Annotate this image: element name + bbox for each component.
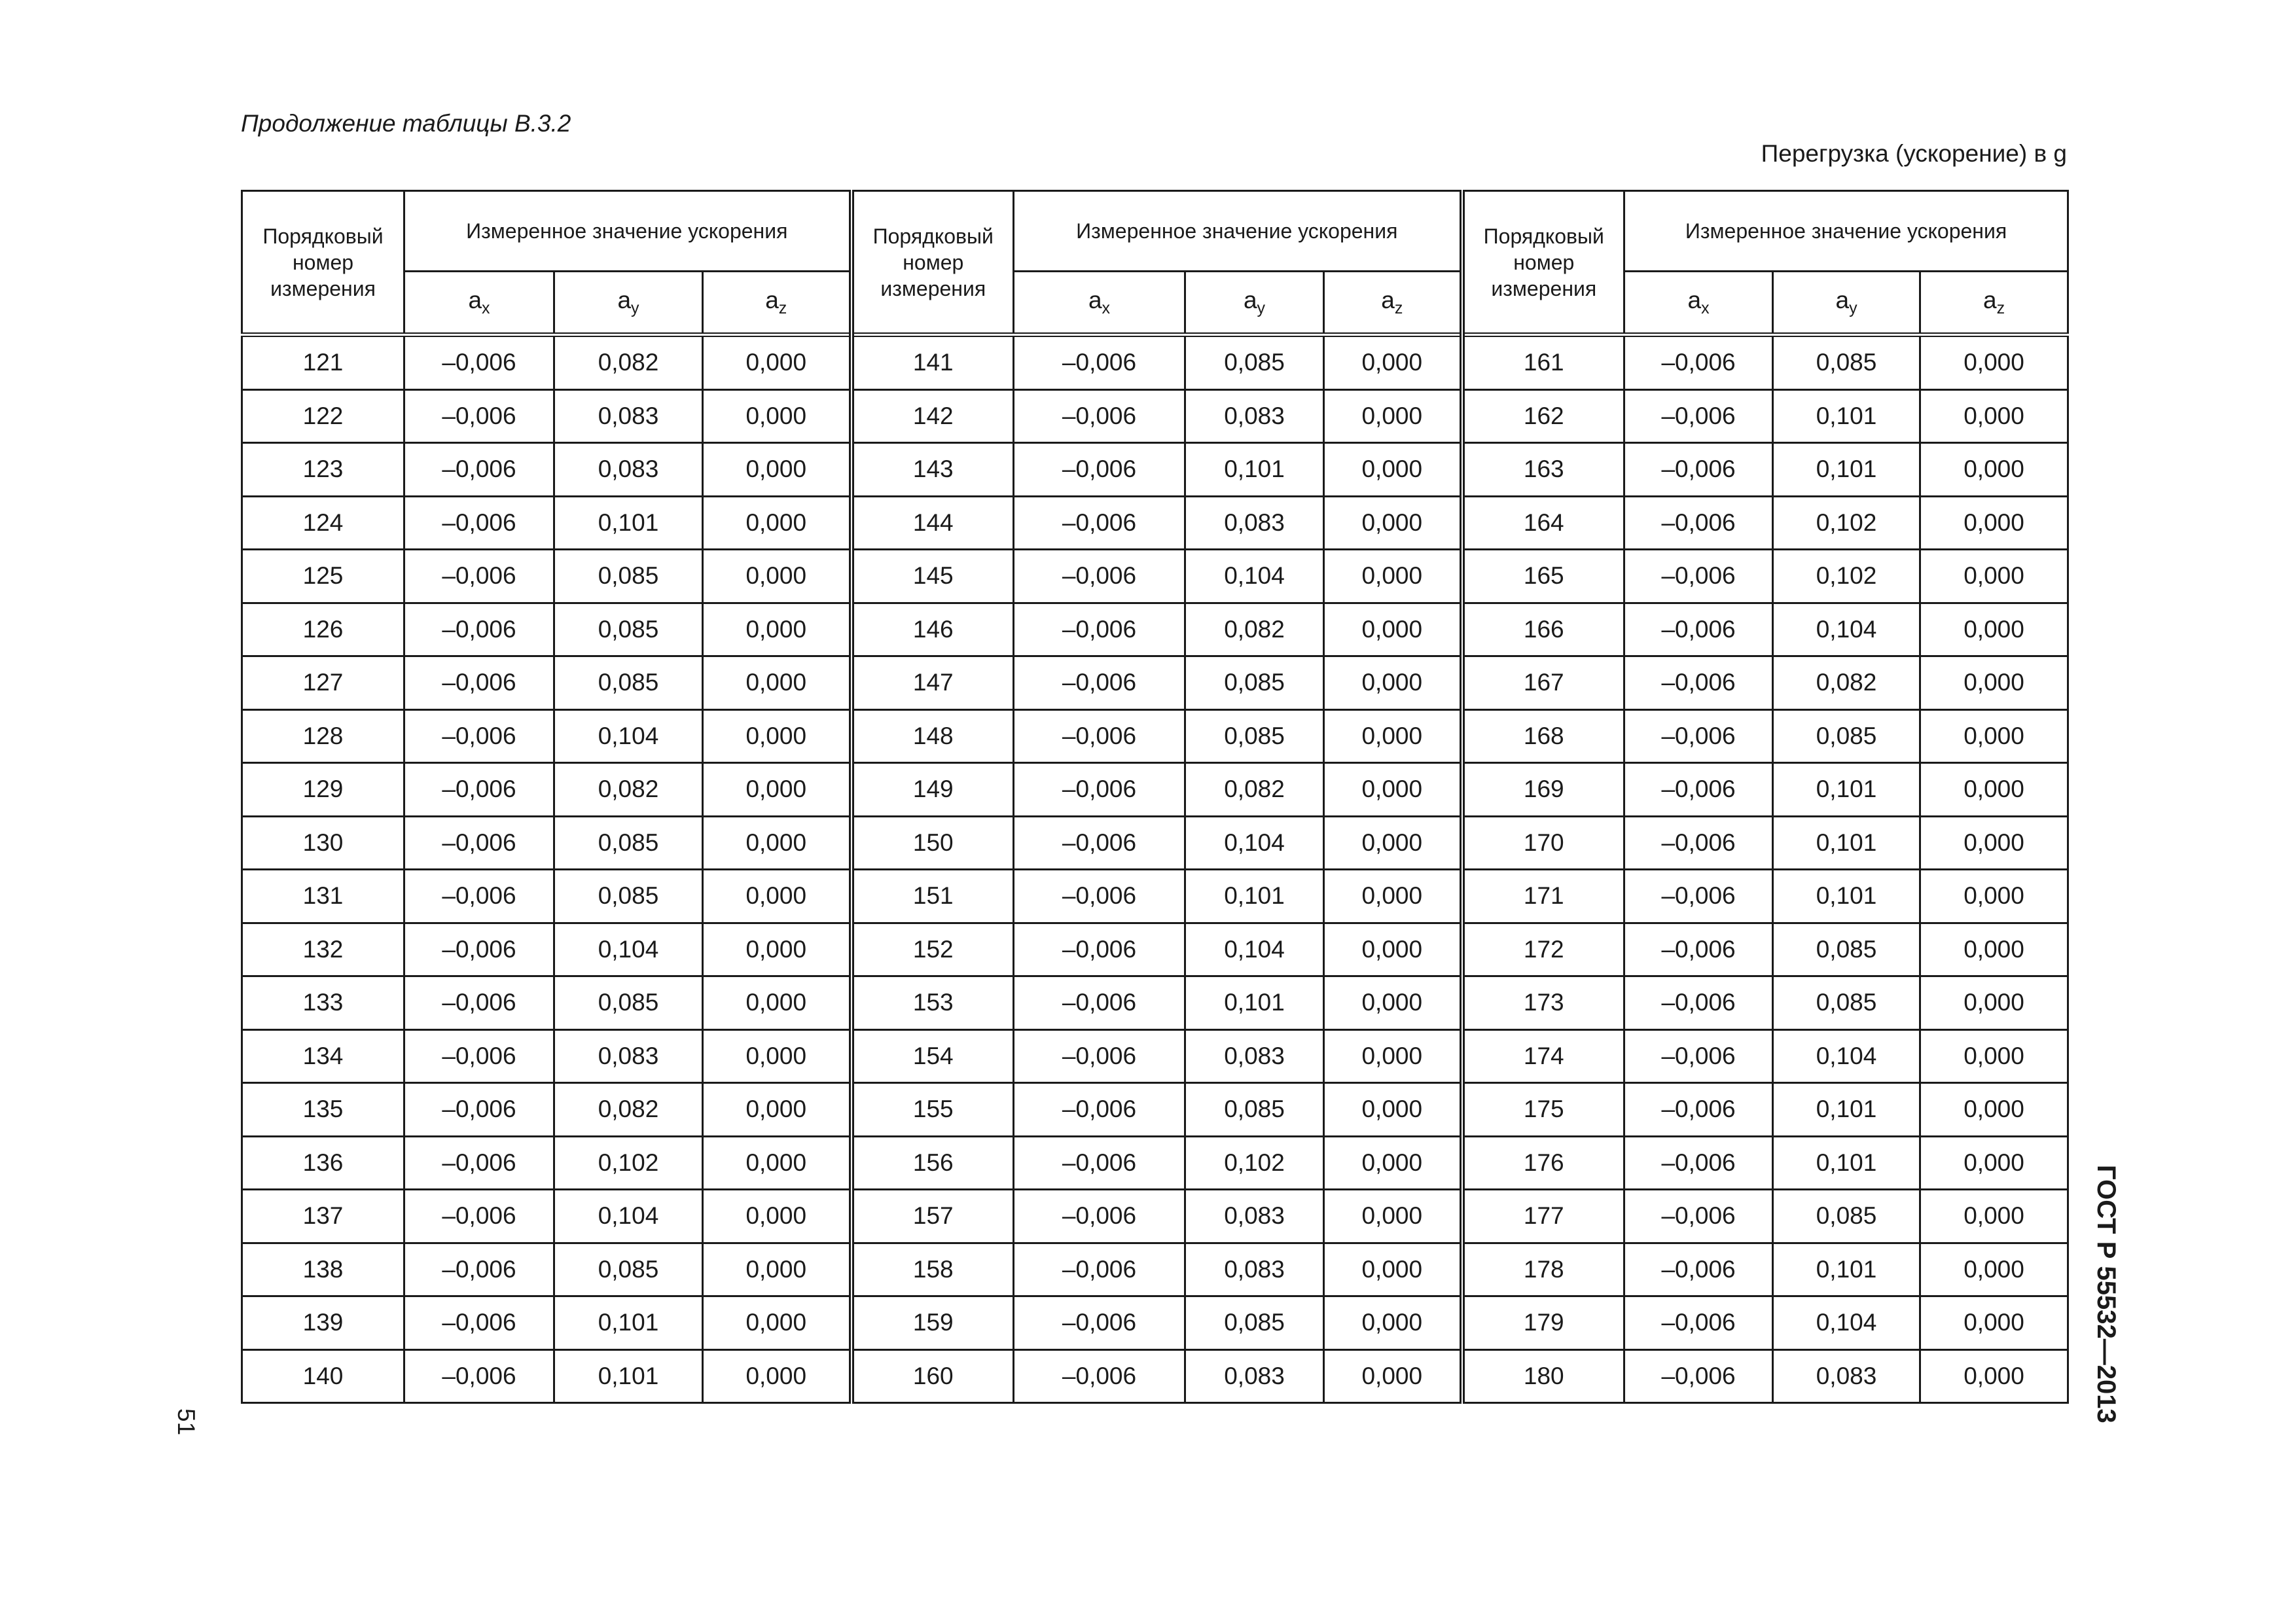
header-ax-2: $a_x$ (1014, 272, 1185, 335)
table-cell: 0,102 (1773, 550, 1920, 603)
units-note: Перегрузка (ускорение) в g (1761, 140, 2067, 167)
header-az-2: $a_z$ (1324, 272, 1462, 335)
table-cell: 164 (1462, 496, 1624, 550)
table-cell: 177 (1462, 1190, 1624, 1243)
table-cell: –0,006 (1624, 1296, 1773, 1350)
table-cell: –0,006 (1014, 1029, 1185, 1083)
table-cell: 0,000 (703, 335, 852, 390)
header-measured-3: Измеренное значение ускорения (1624, 191, 2068, 272)
table-cell: –0,006 (404, 1029, 554, 1083)
table-cell: 0,085 (554, 656, 703, 710)
table-cell: –0,006 (404, 335, 554, 390)
table-cell: 131 (242, 870, 404, 923)
table-row (242, 870, 2068, 923)
table-row (242, 976, 2068, 1030)
table-cell: 130 (242, 816, 404, 870)
table-cell: 0,104 (1773, 1296, 1920, 1350)
table-cell: 162 (1462, 389, 1624, 443)
header-measured-2: Измеренное значение ускорения (1014, 191, 1462, 272)
table-cell: 0,000 (703, 1083, 852, 1137)
header-ay-1: $a_y$ (554, 272, 703, 335)
table-cell: –0,006 (1014, 1349, 1185, 1403)
table-row (242, 1083, 2068, 1137)
table-cell: 0,101 (1185, 443, 1324, 497)
table-cell: –0,006 (404, 1190, 554, 1243)
table-cell: 150 (852, 816, 1014, 870)
table-cell: –0,006 (1624, 870, 1773, 923)
table-cell: 161 (1462, 335, 1624, 390)
table-cell: –0,006 (404, 496, 554, 550)
table-cell: 0,000 (703, 763, 852, 817)
table-cell: 0,000 (1920, 923, 2068, 976)
table-cell: 0,082 (554, 763, 703, 817)
header-az-3: $a_z$ (1920, 272, 2068, 335)
table-cell: –0,006 (404, 816, 554, 870)
table-cell: 0,104 (1185, 550, 1324, 603)
table-cell: 0,101 (1773, 389, 1920, 443)
table-cell: 0,000 (1324, 335, 1462, 390)
table-cell: –0,006 (404, 443, 554, 497)
table-cell: 0,000 (1920, 603, 2068, 656)
table-row (242, 656, 2068, 710)
table-cell: –0,006 (1624, 816, 1773, 870)
table-cell: 0,000 (703, 550, 852, 603)
table-cell: –0,006 (1014, 870, 1185, 923)
table-cell: 0,082 (1773, 656, 1920, 710)
table-cell: 145 (852, 550, 1014, 603)
table-cell: 173 (1462, 976, 1624, 1030)
table-cell: 0,085 (1773, 976, 1920, 1030)
table-cell: 179 (1462, 1296, 1624, 1350)
table-cell: 0,000 (1324, 1243, 1462, 1296)
table-cell: 0,000 (703, 709, 852, 763)
table-row (242, 335, 2068, 390)
table-cell: 135 (242, 1083, 404, 1137)
table-cell: 0,082 (554, 335, 703, 390)
table-cell: –0,006 (1624, 603, 1773, 656)
header-number-1: Порядковый номер измерения (242, 191, 404, 335)
document-code: ГОСТ Р 55532—2013 (2092, 1165, 2121, 1423)
table-cell: 0,000 (703, 816, 852, 870)
table-cell: –0,006 (404, 1296, 554, 1350)
table-cell: –0,006 (1624, 335, 1773, 390)
table-cell: 0,000 (1324, 443, 1462, 497)
table-cell: 121 (242, 335, 404, 390)
table-cell: 0,101 (554, 496, 703, 550)
table-cell: 0,000 (1920, 1083, 2068, 1137)
table-cell: 0,000 (1324, 389, 1462, 443)
table-cell: 0,085 (1185, 656, 1324, 710)
table-cell: 146 (852, 603, 1014, 656)
table-cell: 171 (1462, 870, 1624, 923)
table-cell: 0,000 (1324, 1083, 1462, 1137)
table-cell: 152 (852, 923, 1014, 976)
header-number-2: Порядковый номер измерения (852, 191, 1014, 335)
table-cell: 0,083 (1773, 1349, 1920, 1403)
table-cell: 0,104 (1185, 816, 1324, 870)
table-cell: 176 (1462, 1136, 1624, 1190)
table-cell: 0,083 (1185, 1029, 1324, 1083)
table-cell: 0,102 (1773, 496, 1920, 550)
table-cell: 0,000 (1324, 976, 1462, 1030)
table-cell: –0,006 (1624, 550, 1773, 603)
table-cell: –0,006 (1014, 923, 1185, 976)
table-row (242, 816, 2068, 870)
table-cell: 0,085 (1185, 1083, 1324, 1137)
table-cell: –0,006 (404, 1136, 554, 1190)
table-cell: –0,006 (1624, 443, 1773, 497)
table-cell: 0,085 (1773, 1190, 1920, 1243)
table-cell: 0,101 (554, 1296, 703, 1350)
table-cell: 0,000 (1920, 550, 2068, 603)
table-cell: 174 (1462, 1029, 1624, 1083)
header-measured-1: Измеренное значение ускорения (404, 191, 852, 272)
table-cell: 0,104 (1185, 923, 1324, 976)
table-row (242, 763, 2068, 817)
acceleration-table (241, 190, 2069, 1404)
table-cell: 166 (1462, 603, 1624, 656)
table-cell: –0,006 (1014, 443, 1185, 497)
table-row (242, 496, 2068, 550)
table-cell: 0,102 (1185, 1136, 1324, 1190)
table-cell: –0,006 (1624, 709, 1773, 763)
table-cell: 0,101 (1773, 1136, 1920, 1190)
table-cell: 0,000 (1920, 976, 2068, 1030)
table-cell: 160 (852, 1349, 1014, 1403)
table-cell: 148 (852, 709, 1014, 763)
table-cell: –0,006 (1014, 1190, 1185, 1243)
table-cell: 153 (852, 976, 1014, 1030)
table-cell: –0,006 (1624, 1136, 1773, 1190)
table-cell: 0,101 (1773, 763, 1920, 817)
table-cell: –0,006 (1014, 816, 1185, 870)
table-cell: 151 (852, 870, 1014, 923)
table-cell: –0,006 (1014, 1083, 1185, 1137)
table-cell: 0,000 (1920, 443, 2068, 497)
table-cell: 0,104 (1773, 1029, 1920, 1083)
table-cell: 0,082 (1185, 763, 1324, 817)
table-cell: 163 (1462, 443, 1624, 497)
table-cell: 0,000 (703, 1243, 852, 1296)
table-cell: –0,006 (1014, 603, 1185, 656)
table-cell: 0,085 (1185, 335, 1324, 390)
table-cell: 142 (852, 389, 1014, 443)
table-cell: –0,006 (404, 763, 554, 817)
table-row (242, 1349, 2068, 1403)
table-cell: 0,085 (554, 603, 703, 656)
table-cell: –0,006 (404, 976, 554, 1030)
table-cell: 0,000 (1920, 870, 2068, 923)
table-cell: 0,101 (1773, 816, 1920, 870)
table-cell: 138 (242, 1243, 404, 1296)
table-cell: 0,083 (554, 389, 703, 443)
table-row (242, 603, 2068, 656)
table-cell: 0,000 (703, 1190, 852, 1243)
table-cell: 0,000 (1920, 1296, 2068, 1350)
table-cell: 0,000 (703, 1349, 852, 1403)
table-cell: –0,006 (404, 656, 554, 710)
table-cell: 0,000 (1324, 709, 1462, 763)
table-cell: 0,000 (1920, 1190, 2068, 1243)
table-cell: 0,000 (1920, 335, 2068, 390)
table-cell: –0,006 (1624, 1349, 1773, 1403)
table-cell: 134 (242, 1029, 404, 1083)
table-cell: 0,083 (1185, 496, 1324, 550)
table-cell: 0,000 (1324, 923, 1462, 976)
table-cell: –0,006 (1014, 709, 1185, 763)
table-cell: 0,000 (1920, 1349, 2068, 1403)
table-cell: –0,006 (1014, 763, 1185, 817)
table-cell: 137 (242, 1190, 404, 1243)
table-cell: –0,006 (1014, 976, 1185, 1030)
table-cell: 0,000 (1920, 709, 2068, 763)
table-cell: 172 (1462, 923, 1624, 976)
table-cell: 0,085 (554, 1243, 703, 1296)
table-cell: 0,000 (703, 496, 852, 550)
table-row (242, 709, 2068, 763)
table-cell: 0,104 (554, 923, 703, 976)
table-cell: 169 (1462, 763, 1624, 817)
table-cell: 170 (1462, 816, 1624, 870)
table-cell: –0,006 (1014, 1136, 1185, 1190)
table-cell: 0,101 (1773, 1243, 1920, 1296)
table-cell: 144 (852, 496, 1014, 550)
table-cell: 0,000 (703, 389, 852, 443)
table-row (242, 443, 2068, 497)
table-cell: 133 (242, 976, 404, 1030)
header-number-3: Порядковый номер измерения (1462, 191, 1624, 335)
table-cell: 0,085 (1773, 923, 1920, 976)
table-cell: 0,085 (554, 870, 703, 923)
header-ax-3: $a_x$ (1624, 272, 1773, 335)
table-cell: 159 (852, 1296, 1014, 1350)
table-cell: 0,000 (1920, 1029, 2068, 1083)
table-cell: 0,085 (554, 976, 703, 1030)
table-cell: 0,082 (1185, 603, 1324, 656)
table-cell: 0,083 (554, 1029, 703, 1083)
table-cell: 140 (242, 1349, 404, 1403)
table-cell: 0,104 (554, 1190, 703, 1243)
table-cell: 0,082 (554, 1083, 703, 1137)
table-cell: 0,000 (1324, 763, 1462, 817)
table-cell: –0,006 (1624, 1190, 1773, 1243)
table-cell: –0,006 (1014, 389, 1185, 443)
table-cell: 0,083 (554, 443, 703, 497)
table-cell: –0,006 (1014, 496, 1185, 550)
table-cell: 180 (1462, 1349, 1624, 1403)
header-ay-2: $a_y$ (1185, 272, 1324, 335)
table-cell: 0,000 (703, 603, 852, 656)
table-cell: 0,000 (703, 1296, 852, 1350)
table-cell: 139 (242, 1296, 404, 1350)
table-cell: 0,000 (703, 1029, 852, 1083)
header-ay-3: $a_y$ (1773, 272, 1920, 335)
table-cell: 141 (852, 335, 1014, 390)
table-cell: –0,006 (1014, 550, 1185, 603)
table-row (242, 1243, 2068, 1296)
table-cell: 0,085 (1773, 709, 1920, 763)
table-cell: –0,006 (1014, 1243, 1185, 1296)
table-cell: 167 (1462, 656, 1624, 710)
table-cell: –0,006 (1624, 763, 1773, 817)
table-cell: –0,006 (1624, 389, 1773, 443)
page-number: 51 (173, 1408, 200, 1436)
table-cell: 0,000 (1324, 1296, 1462, 1350)
table-cell: 0,085 (554, 550, 703, 603)
table-cell: 0,000 (703, 923, 852, 976)
table-cell: 0,083 (1185, 1349, 1324, 1403)
table-cell: –0,006 (1624, 1029, 1773, 1083)
table-cell: 147 (852, 656, 1014, 710)
table-cell: 127 (242, 656, 404, 710)
table-cell: –0,006 (1014, 656, 1185, 710)
table-cell: 0,000 (1920, 763, 2068, 817)
table-cell: 156 (852, 1136, 1014, 1190)
table-cell: 0,000 (1324, 656, 1462, 710)
table-cell: 0,000 (1920, 496, 2068, 550)
table-cell: 0,083 (1185, 1243, 1324, 1296)
table-cell: 0,000 (1920, 656, 2068, 710)
table-cell: 0,104 (1773, 603, 1920, 656)
table-cell: 0,000 (1324, 550, 1462, 603)
table-cell: –0,006 (404, 870, 554, 923)
table-cell: 125 (242, 550, 404, 603)
table-cell: 157 (852, 1190, 1014, 1243)
table-cell: 0,102 (554, 1136, 703, 1190)
table-cell: 0,000 (1920, 816, 2068, 870)
table-cell: –0,006 (404, 923, 554, 976)
table-cell: 0,000 (703, 976, 852, 1030)
table-cell: 168 (1462, 709, 1624, 763)
table-row (242, 1029, 2068, 1083)
table-cell: 158 (852, 1243, 1014, 1296)
table-cell: 136 (242, 1136, 404, 1190)
table-cell: 132 (242, 923, 404, 976)
table-cell: 0,104 (554, 709, 703, 763)
table-cell: 155 (852, 1083, 1014, 1137)
table-cell: –0,006 (404, 709, 554, 763)
table-cell: 124 (242, 496, 404, 550)
header-ax-1: $a_x$ (404, 272, 554, 335)
table-row (242, 1190, 2068, 1243)
table-cell: –0,006 (1624, 1083, 1773, 1137)
table-cell: 0,101 (1773, 1083, 1920, 1137)
table-cell: –0,006 (1624, 656, 1773, 710)
header-az-1: $a_z$ (703, 272, 852, 335)
table-cell: 0,000 (1920, 1243, 2068, 1296)
table-cell: 143 (852, 443, 1014, 497)
table-cell: 0,101 (1185, 870, 1324, 923)
table-cell: 126 (242, 603, 404, 656)
table-cell: 154 (852, 1029, 1014, 1083)
table-cell: 129 (242, 763, 404, 817)
table-cell: 0,000 (1324, 1190, 1462, 1243)
table-cell: 0,000 (1324, 870, 1462, 923)
table-cell: –0,006 (404, 1083, 554, 1137)
table-caption: Продолжение таблицы В.3.2 (241, 110, 571, 137)
table-cell: –0,006 (404, 550, 554, 603)
table-body (242, 335, 2068, 1403)
table-cell: –0,006 (404, 1349, 554, 1403)
table-cell: 0,085 (1185, 709, 1324, 763)
table-cell: 0,083 (1185, 389, 1324, 443)
table-row (242, 550, 2068, 603)
table-cell: 0,085 (1773, 335, 1920, 390)
table-cell: 122 (242, 389, 404, 443)
table-cell: 0,000 (1324, 1349, 1462, 1403)
table-cell: –0,006 (404, 1243, 554, 1296)
table-cell: 0,101 (1773, 443, 1920, 497)
table-row (242, 1136, 2068, 1190)
table-cell: 0,000 (1324, 1136, 1462, 1190)
table-cell: 0,000 (703, 656, 852, 710)
table-cell: 149 (852, 763, 1014, 817)
table-cell: 0,000 (1920, 1136, 2068, 1190)
table-header (242, 191, 2068, 335)
table-cell: 0,000 (1920, 389, 2068, 443)
table-cell: –0,006 (1014, 335, 1185, 390)
table-cell: –0,006 (1624, 923, 1773, 976)
table-cell: 178 (1462, 1243, 1624, 1296)
table-cell: 165 (1462, 550, 1624, 603)
table-cell: 0,000 (1324, 816, 1462, 870)
table-cell: 0,085 (1185, 1296, 1324, 1350)
table-cell: 0,101 (554, 1349, 703, 1403)
table-cell: 0,000 (703, 870, 852, 923)
table-cell: 0,085 (554, 816, 703, 870)
table-cell: 0,000 (1324, 603, 1462, 656)
table-row (242, 1296, 2068, 1350)
table-cell: 0,000 (703, 443, 852, 497)
table-cell: –0,006 (1624, 496, 1773, 550)
table-cell: –0,006 (404, 603, 554, 656)
table-row (242, 389, 2068, 443)
table-cell: –0,006 (1624, 976, 1773, 1030)
table-cell: 123 (242, 443, 404, 497)
table-cell: 0,000 (1324, 496, 1462, 550)
table-cell: 0,083 (1185, 1190, 1324, 1243)
table-cell: 175 (1462, 1083, 1624, 1137)
table-cell: 0,000 (703, 1136, 852, 1190)
table-row (242, 923, 2068, 976)
table-cell: 0,101 (1773, 870, 1920, 923)
table-cell: –0,006 (1014, 1296, 1185, 1350)
table-cell: –0,006 (1624, 1243, 1773, 1296)
table-cell: –0,006 (404, 389, 554, 443)
table-cell: 128 (242, 709, 404, 763)
table-cell: 0,000 (1324, 1029, 1462, 1083)
table-cell: 0,101 (1185, 976, 1324, 1030)
